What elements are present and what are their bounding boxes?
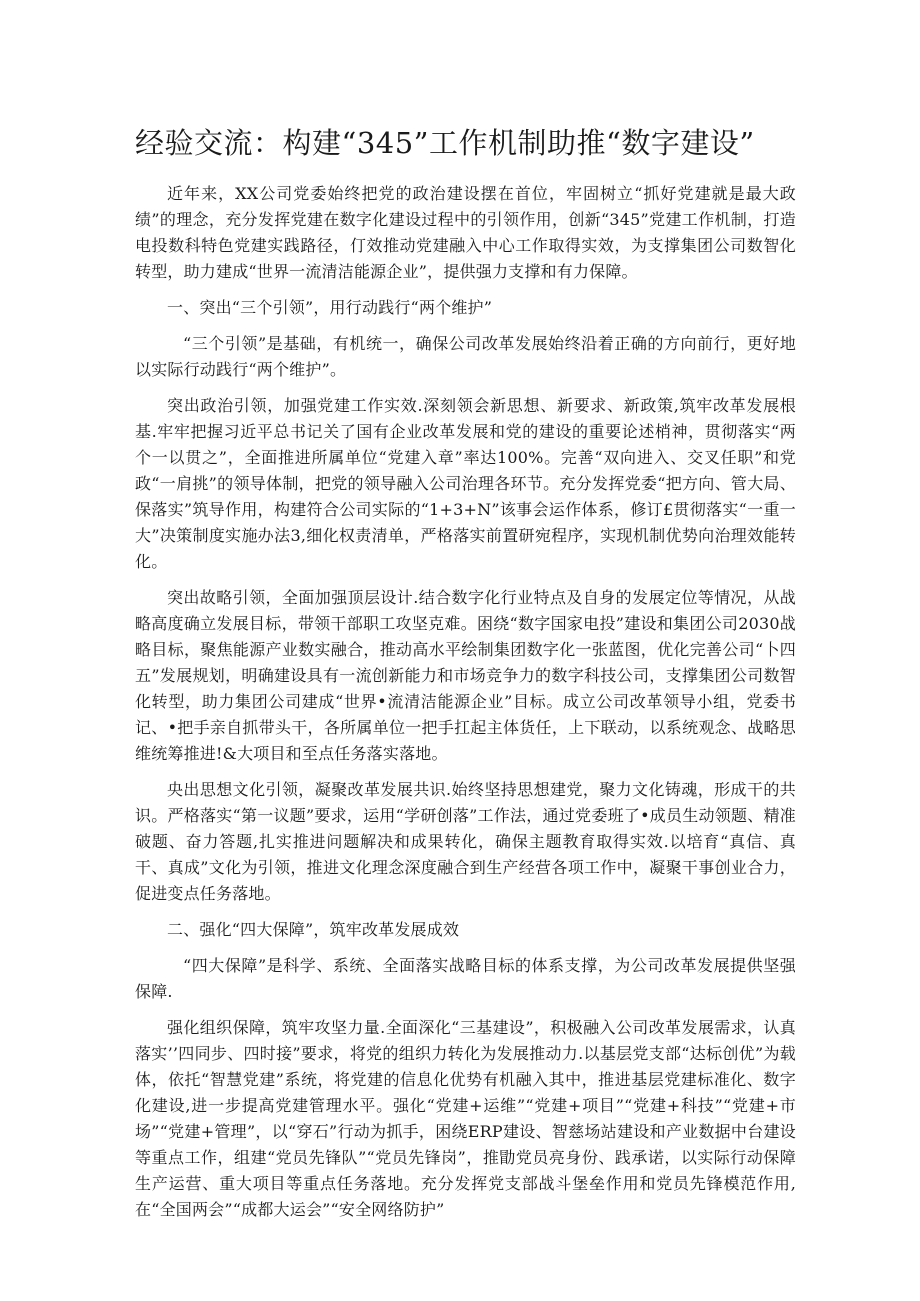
strategic-guidance-paragraph: 突出故略引领，全面加强顶层设计.结合数字化行业特点及自身的发展定位等情况，从战略高度确立发展目标，带领干部职工攻坚克难。困绕“数字国家电投”建设和集团公司2030战略目标，聚焦能源产业数实融合，推动高水平绘制集团数字化一张蓝图，优化完善公司“卜四五”发展规划，明确建设具有一流创新能力和市场竞争力的数字科技公司，支撑集团公司数智化转型，助力集团公司建成“世界•流清洁能源企业”目标。成立公司改革领导小组，党委书记、•把手亲自抓带头干，各所属单位一把手扛起主体货任，上下联动，以系统观念、战略思维统筹推进!&大项目和至点任务落实落地。 bbox=[135, 588, 796, 763]
section-1-summary-paragraph: “三个引领”是基础，有机统一，确保公司改革发展始终沿着正确的方向前行，更好地以实际行动践行“两个维护”。 bbox=[135, 334, 796, 379]
section-heading-1: 一、突出“三个引领”，用行动践行“两个维护” bbox=[167, 298, 493, 317]
organizational-guarantee-paragraph: 强化组织保障，筑牢攻坚力量.全面深化“三基建设”，积极融入公司改革发展需求，认真落实’’四同步、四时接”要求，将党的组织力转化为发展推动力.以基层党支部“达标创优”为载体，依托“智慧党建”系统，将党建的信息化优势有机融入其中，推进基层党建标准化、数字化建设,进一步提高党建管理水平。强化“党建+运维”“党建+项目”“党建+科技”“党建+市场”“党建+管理”，以“穿石”行动为抓手，困绕ERP建设、智慈场站建设和产业数据中台建设等重点工作，组建“党员先锋队”“党员先锋岗”，推勖党员亮身份、践承诺，以实际行动保障生产运营、重大项目等重点任务落地。充分发挥党支部战斗堡垒作用和党员先锋模范作用,在“全国两会”“成都大运会”“安全网络防护” bbox=[135, 1018, 796, 1219]
document-title: 经验交流：构建“345”工作机制助推“数字建设” bbox=[135, 126, 755, 160]
cultural-guidance-paragraph: 央出思想文化引领，凝聚改革发展共识.始终坚持思想建党，聚力文化铸魂，形成干的共识。严格落实“第一议题”要求，运用“学研创落”工作法，通过党委班了•成员生动领题、精准破题、奋力答题,扎实推进问题解决和成果转化，确保主题教育取得实效.以培育“真信、真干、真成”文化为引领，推进文化理念深度融合到生产经营各项工作中，凝聚干事创业合力，促进变点任务落地。 bbox=[135, 780, 796, 903]
intro-paragraph: 近年来，XX公司党委始终把党的政治建设摆在首位，牢固树立“抓好党建就是最大政绩”的理念，充分发挥党建在数字化建设过程中的引领作用，创新“345”党建工作机制，打造电投数科特色党建实践路径，仃效推动党建融入中心工作取得实效，为支撑集团公司数智化转型，助力建成“世界一流清洁能源企业”，提供强力支撑和有力保障。 bbox=[135, 184, 796, 281]
section-heading-2: 二、强化“四大保障”，筑牢改革发展成效 bbox=[167, 920, 460, 939]
section-2-summary-paragraph: “四大保障”是科学、系统、全面落实战略目标的体系支撑，为公司改革发展提供坚强保障. bbox=[135, 956, 796, 1001]
political-guidance-paragraph: 突出政治引领，加强党建工作实效.深刻领会新思想、新要求、新政策,筑牢改革发展根基.牢牢把握习近平总书记关了国有企业改革发展和党的建设的重要论述梢神，贯彻落实“两个一以贯之”，全面推进所属单位“党建入章”率达100%。完善“双向进入、交叉任职”和党政“一肩挑”的领导体制，把党的领导融入公司治理各环节。充分发挥党委“把方向、管大局、保落实”筑导作用，构建符合公司实际的“1+3+N”该事会运作体系，修订£贯彻落实“一重一大”决策制度实施办法3,细化权责清单，严格落实前置研宛程序，实现机制优势向治理效能转化。 bbox=[135, 396, 796, 571]
